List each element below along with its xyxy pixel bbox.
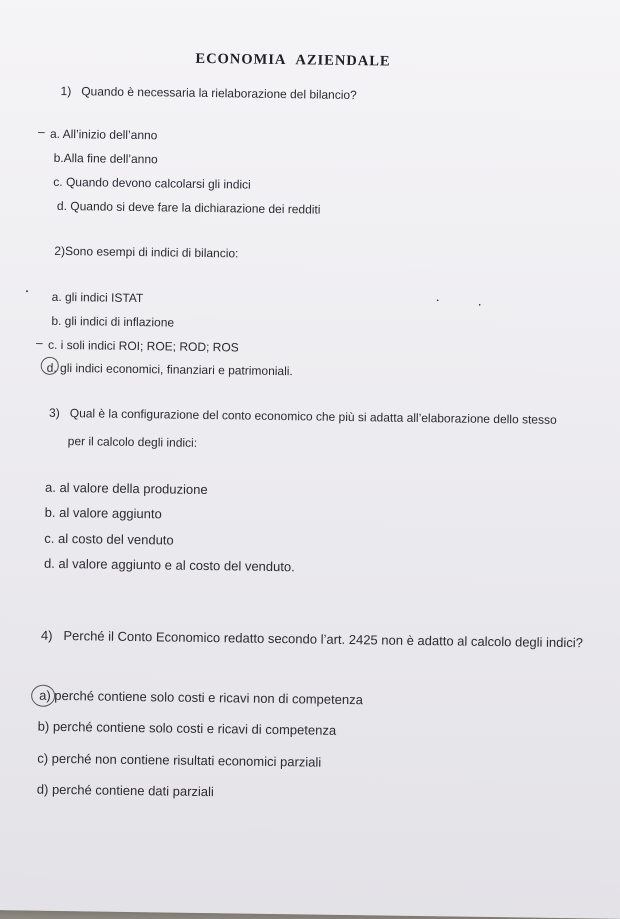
question-1-option-c: c. Quando devono calcolarsi gli indici [53,174,251,192]
question-2 [54,244,238,261]
page-title: ECONOMIA AZIENDALE [195,50,391,70]
question-2-option-b: b. gli indici di inflazione [51,313,175,330]
question-2-number: 2) [54,243,66,259]
question-2-option-a: a. gli indici ISTAT [51,289,144,306]
question-1-option-b: b.Alla fine dell’anno [53,150,158,167]
question-3-option-c: c. al costo del venduto [44,530,174,548]
question-4-option-d: d) perché contiene dati parziali [36,781,214,800]
question-4-option-b: b) perché contiene solo costi e ricavi di competenza [37,718,337,738]
question-4 [41,628,583,651]
question-1-option-a: a. All’inizio dell’anno [49,126,158,143]
question-3-number: 3) [49,405,60,420]
question-3-option-d: d. al valore aggiunto e al costo del venduto. [43,555,295,575]
question-3-option-b: b. al valore aggiunto [44,504,162,522]
question-2-option-d: d. gli indici economici, finanziari e patrimoniali. [46,360,293,379]
question-2-option-c: c. i soli indici ROI; ROE; ROD; ROS [47,337,239,355]
question-3-option-a: a. al valore della produzione [44,479,208,498]
question-4-option-a: a) perché contiene solo costi e ricavi non di competenza [39,687,363,708]
pen-dash-mark: – [37,124,45,139]
question-4-text: Perché il Conto Economico redatto secondo l’art. 2425 non è adatto al calcolo degli indici? [63,628,584,651]
question-4-option-c: c) perché non contiene risultati economici parziali [37,750,322,770]
question-1 [60,84,356,102]
question-1-text: Quando è necessaria la rielaborazione del bilancio? [81,84,357,103]
pen-dash-mark: – [35,335,43,350]
question-3-text-continued: per il calcolo degli indici: [67,434,198,450]
pen-dot-mark: • [436,298,439,305]
pen-dot-mark: • [478,302,481,309]
question-1-option-d: d. Quando si deve fare la dichiarazione dei redditi [56,198,321,217]
question-1-number: 1) [60,83,72,99]
pen-dot-mark: • [25,288,29,296]
question-2-text: Sono esempi di indici di bilancio: [64,244,239,261]
question-4-number: 4) [40,627,53,643]
question-3-text: Qual è la configurazione del conto economico che più si adatta all’elaborazione dello stesso [69,406,557,427]
question-3 [49,406,557,427]
